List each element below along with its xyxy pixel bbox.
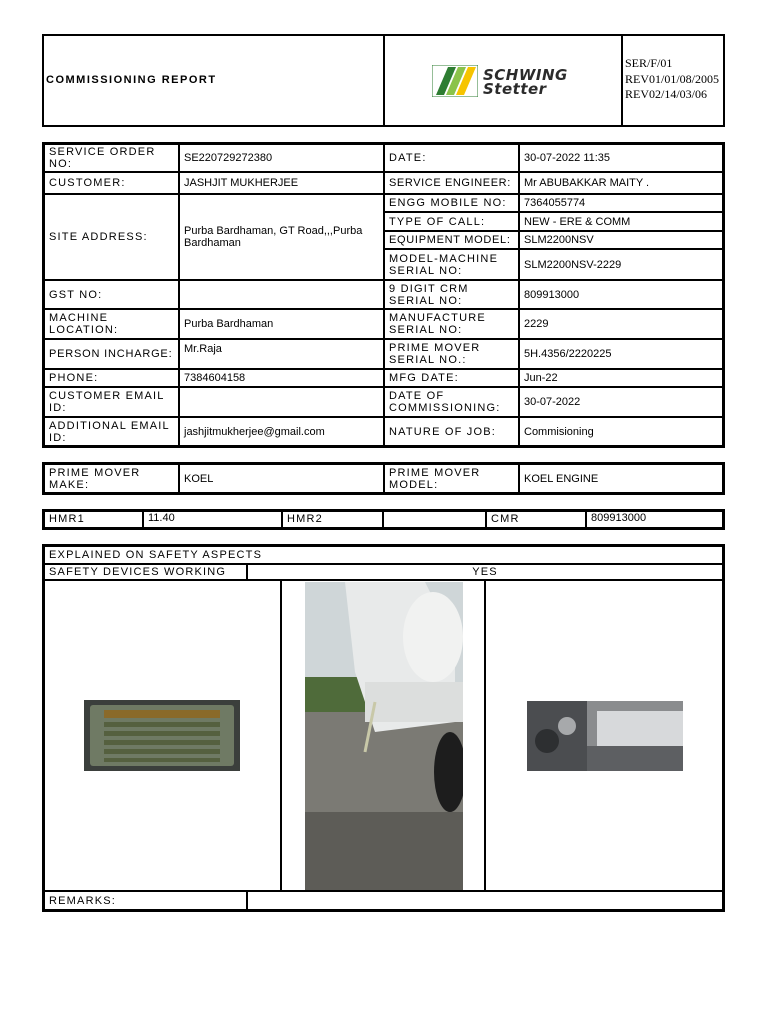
page-title: COMMISSIONING REPORT (46, 74, 217, 86)
cmr-label-cell: CMR (486, 511, 586, 528)
revision-2: REV02/14/03/06 (625, 87, 708, 101)
crm-serial-value-cell: 809913000 (519, 280, 723, 309)
prime-mover-serial-label-cell: PRIME MOVER SERIAL NO.: (384, 339, 519, 369)
date-label-cell: DATE: (384, 144, 519, 172)
model-serial-value-cell: SLM2200NSV-2229 (519, 249, 723, 280)
customer-label-cell: CUSTOMER: (44, 172, 179, 194)
cmr-value-cell: 809913000 (586, 511, 723, 528)
prime-mover-serial-value-cell: 5H.4356/2220225 (519, 339, 723, 369)
equipment-model-label-cell: EQUIPMENT MODEL: (384, 231, 519, 249)
customer-value-cell: JASHJIT MUKHERJEE (179, 172, 384, 194)
form-code: SER/F/01 (625, 56, 673, 70)
customer-email-label-cell: CUSTOMER EMAIL ID: (44, 387, 179, 417)
additional-email-value-cell: jashjitmukherjee@gmail.com (179, 417, 384, 446)
company-logo (432, 64, 582, 98)
additional-email-label-cell: ADDITIONAL EMAIL ID: (44, 417, 179, 446)
person-incharge-value-cell: Mr.Raja (179, 339, 384, 369)
phone-value-cell: 7384604158 (179, 369, 384, 387)
prime-mover-make-label-cell: PRIME MOVER MAKE: (44, 464, 179, 493)
manufacture-serial-label-cell: MANUFACTURE SERIAL NO: (384, 309, 519, 339)
date-commissioning-label-cell: DATE OF COMMISSIONING: (384, 387, 519, 417)
hmr1-value-cell: 11.40 (143, 511, 282, 528)
header-rev-cell (621, 34, 725, 127)
crm-serial-label-cell: 9 DIGIT CRM SERIAL NO: (384, 280, 519, 309)
service-order-value-cell: SE220729272380 (179, 144, 384, 172)
remarks-label-cell: REMARKS: (44, 891, 247, 910)
revision-1: REV01/01/08/2005 (625, 72, 720, 86)
explained-safety-cell: EXPLAINED ON SAFETY ASPECTS (44, 546, 723, 564)
service-order-label-cell: SERVICE ORDER NO: (44, 144, 179, 172)
model-serial-label-cell: MODEL-MACHINE SERIAL NO: (384, 249, 519, 280)
prime-mover-model-value-cell: KOEL ENGINE (519, 464, 723, 493)
gst-label-cell: GST NO: (44, 280, 179, 309)
prime-mover-model-label-cell: PRIME MOVER MODEL: (384, 464, 519, 493)
logo-stripes-icon (432, 65, 478, 97)
header-title-cell (42, 34, 385, 127)
site-address-value-cell: Purba Bardhaman, GT Road,,,Purba Bardhaman (179, 194, 384, 280)
service-engineer-value-cell: Mr ABUBAKKAR MAITY . (519, 172, 723, 194)
engg-mobile-value-cell: 7364055774 (519, 194, 723, 212)
safety-devices-value-cell: YES (247, 564, 723, 580)
customer-email-value-cell (179, 387, 384, 417)
equipment-model-value-cell: SLM2200NSV (519, 231, 723, 249)
manufacture-serial-value-cell: 2229 (519, 309, 723, 339)
controller-display-photo (84, 700, 240, 771)
date-commissioning-value-cell: 30-07-2022 (519, 387, 723, 417)
safety-devices-label-cell: SAFETY DEVICES WORKING (44, 564, 247, 580)
nature-of-job-value-cell: Commisioning (519, 417, 723, 446)
mfg-date-value-cell: Jun-22 (519, 369, 723, 387)
remarks-value-cell (247, 891, 723, 910)
mfg-date-label-cell: MFG DATE: (384, 369, 519, 387)
date-value-cell: 30-07-2022 11:35 (519, 144, 723, 172)
hmr2-label-cell: HMR2 (282, 511, 383, 528)
nature-of-job-label-cell: NATURE OF JOB: (384, 417, 519, 446)
person-incharge-label-cell: PERSON INCHARGE: (44, 339, 179, 369)
engg-mobile-label-cell: ENGG MOBILE NO: (384, 194, 519, 212)
type-of-call-value-cell: NEW - ERE & COMM (519, 212, 723, 231)
hmr1-label-cell: HMR1 (44, 511, 143, 528)
logo-text-stetter: Stetter (483, 80, 547, 98)
hmr2-value-cell (383, 511, 486, 528)
engine-detail-photo (527, 701, 683, 771)
prime-mover-make-value-cell: KOEL (179, 464, 384, 493)
machine-location-value-cell: Purba Bardhaman (179, 309, 384, 339)
mixer-truck-photo (305, 582, 463, 890)
type-of-call-label-cell: TYPE OF CALL: (384, 212, 519, 231)
gst-value-cell (179, 280, 384, 309)
logo-text-schwing: SCHWING (483, 66, 568, 84)
machine-location-label-cell: MACHINE LOCATION: (44, 309, 179, 339)
site-address-label-cell: SITE ADDRESS: (44, 194, 179, 280)
service-engineer-label-cell: SERVICE ENGINEER: (384, 172, 519, 194)
phone-label-cell: PHONE: (44, 369, 179, 387)
